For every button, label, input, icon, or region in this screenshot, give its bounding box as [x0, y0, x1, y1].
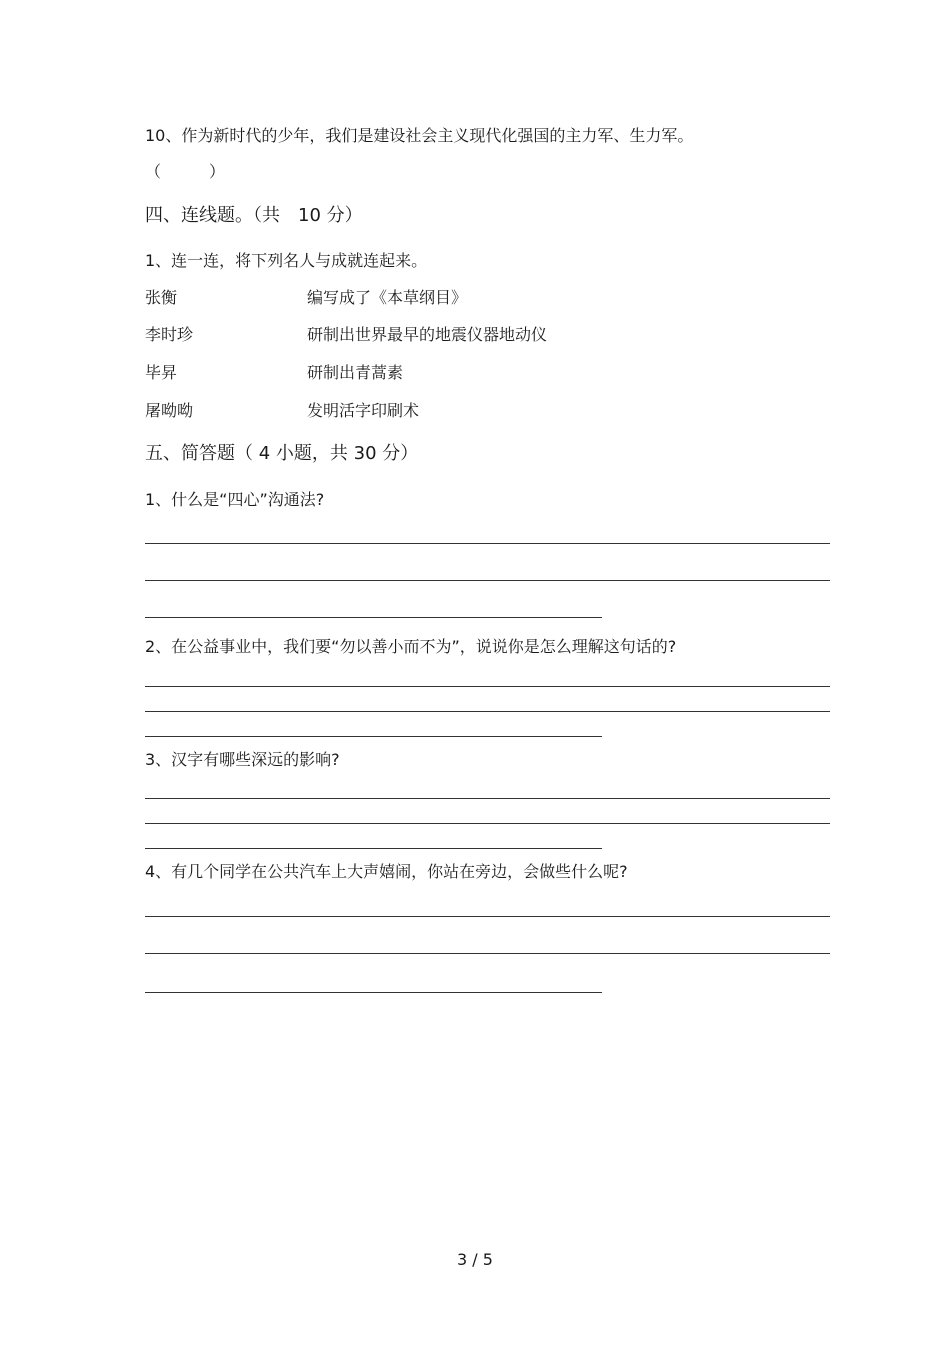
match-achievement-3: 研制出青蒿素 [307, 363, 404, 382]
match-name-4: 屠呦呦 [145, 401, 194, 420]
section5-question-4: 4、有几个同学在公共汽车上大声嬉闹，你站在旁边，会做些什么呢? [145, 862, 628, 881]
match-achievement-2: 研制出世界最早的地震仪器地动仪 [307, 325, 548, 344]
answer-line [145, 543, 830, 544]
section5-question-1: 1、什么是“四心”沟通法? [145, 490, 325, 509]
answer-line [145, 848, 602, 849]
answer-line [145, 617, 602, 618]
answer-line [145, 580, 830, 581]
section4-question: 1、连一连，将下列名人与成就连起来。 [145, 251, 428, 270]
section5-question-3: 3、汉字有哪些深远的影响? [145, 750, 340, 769]
answer-line [145, 736, 602, 737]
answer-line [145, 992, 602, 993]
match-name-2: 李时珍 [145, 325, 194, 344]
answer-line [145, 686, 830, 687]
answer-line [145, 711, 830, 712]
match-name-3: 毕昇 [145, 363, 178, 382]
answer-line [145, 823, 830, 824]
section5-heading: 五、简答题（ 4 小题，共 30 分） [145, 443, 419, 464]
page-number: 3 / 5 [457, 1250, 493, 1269]
section4-heading: 四、连线题。（共 10 分） [145, 205, 363, 226]
match-achievement-4: 发明活字印刷术 [307, 401, 420, 420]
match-name-1: 张衡 [145, 288, 178, 307]
q10-answer-blank: （ ） [145, 162, 226, 181]
answer-line [145, 798, 830, 799]
match-achievement-1: 编写成了《本草纲目》 [307, 288, 468, 307]
answer-line [145, 916, 830, 917]
q10-text: 10、作为新时代的少年，我们是建设社会主义现代化强国的主力军、生力军。 [145, 126, 694, 145]
section5-question-2: 2、在公益事业中，我们要“勿以善小而不为”，说说你是怎么理解这句话的? [145, 637, 677, 656]
answer-line [145, 953, 830, 954]
